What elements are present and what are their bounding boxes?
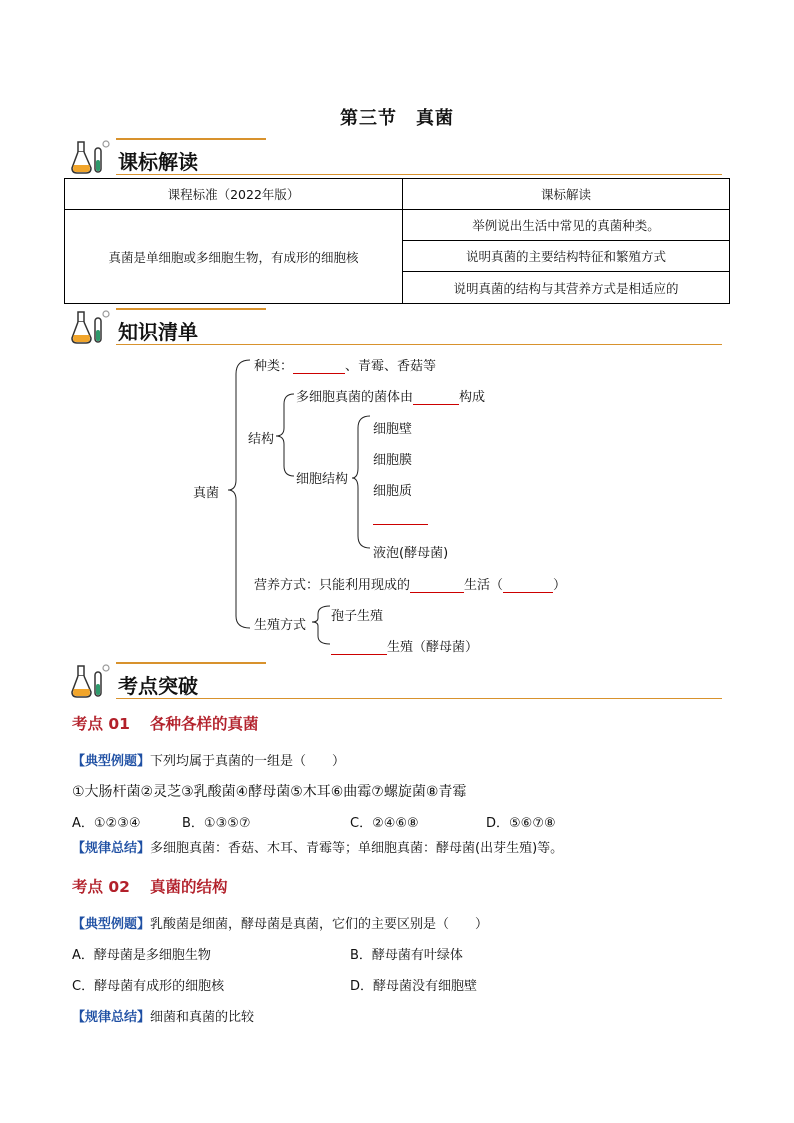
map-cytoplasm: 细胞质 <box>373 484 413 499</box>
budding-blank <box>331 639 387 655</box>
option-a: A．酵母菌是多细胞生物 <box>72 948 211 963</box>
table-header-interpretation: 课标解读 <box>403 179 730 210</box>
kaodian-01-items: ①大肠杆菌②灵芝③乳酸菌④酵母菌⑤木耳⑥曲霉⑦螺旋菌⑧青霉 <box>72 784 467 800</box>
nutrition-suffix: ） <box>553 578 567 593</box>
map-structure: 结构 <box>248 432 275 447</box>
summary-text: 多细胞真菌：香菇、木耳、青霉等；单细胞真菌：酵母菌(出芽生殖)等。 <box>150 841 564 856</box>
kaodian-02-example <box>72 913 488 932</box>
map-kinds <box>254 355 436 374</box>
option-c: C．②④⑥⑧ <box>350 816 419 831</box>
kaodian-01-summary <box>72 837 563 856</box>
option-c: C．酵母菌有成形的细胞核 <box>72 979 225 994</box>
map-cell-structure: 细胞结构 <box>296 472 349 487</box>
kinds-suffix: 、青霉、香菇等 <box>345 359 437 374</box>
table-header-standard: 课程标准（2022年版） <box>65 179 403 210</box>
kaodian-01-heading <box>72 712 259 734</box>
option-b: B．酵母菌有叶绿体 <box>350 948 463 963</box>
standard-cell: 真菌是单细胞或多细胞生物，有成形的细胞核 <box>65 210 403 304</box>
map-nutrition <box>254 574 566 593</box>
interpretation-row: 举例说出生活中常见的真菌种类。 <box>403 210 730 241</box>
interpretation-row: 说明真菌的主要结构特征和繁殖方式 <box>403 241 730 272</box>
kaodian-01-example <box>72 750 345 769</box>
interpretation-row: 说明真菌的结构与其营养方式是相适应的 <box>403 272 730 304</box>
kaodian-02-heading <box>72 875 228 897</box>
map-cell-membrane: 细胞膜 <box>373 453 413 468</box>
page-title: 第三节 真菌 <box>340 108 454 129</box>
flask-icon <box>70 662 114 702</box>
summary-tag: 【规律总结】 <box>72 841 151 856</box>
kaodian-02-summary <box>72 1006 254 1025</box>
option-b: B．①③⑤⑦ <box>182 816 251 831</box>
option-d: D．酵母菌没有细胞壁 <box>350 979 478 994</box>
map-vacuole: 液泡(酵母菌) <box>373 546 449 561</box>
kinds-label: 种类： <box>254 359 294 374</box>
nutrition-mid: 生活（ <box>464 578 504 593</box>
section-title: 考点突破 <box>118 674 198 698</box>
gear-icon <box>103 665 109 671</box>
kaodian-title: 各种各样的真菌 <box>150 715 259 733</box>
kaodian-title: 真菌的结构 <box>150 878 228 896</box>
multicell-suffix: 构成 <box>459 390 486 405</box>
kaodian-number: 考点 01 <box>72 715 130 733</box>
example-tag: 【典型例题】 <box>72 754 151 769</box>
map-spore: 孢子生殖 <box>331 609 384 624</box>
summary-tag: 【规律总结】 <box>72 1010 151 1025</box>
nutrition-blank-1 <box>410 577 464 593</box>
nucleus-blank <box>373 512 428 525</box>
option-d: D．⑤⑥⑦⑧ <box>486 816 556 831</box>
section-title: 知识清单 <box>118 320 198 344</box>
map-cell-wall: 细胞壁 <box>373 422 413 437</box>
budding-suffix: 生殖（酵母菌） <box>387 640 479 655</box>
option-a: A．①②③④ <box>72 816 141 831</box>
map-reproduction: 生殖方式 <box>254 618 307 633</box>
multicell-label: 多细胞真菌的菌体由 <box>296 390 414 405</box>
map-root: 真菌 <box>193 486 220 501</box>
example-text: 乳酸菌是细菌，酵母菌是真菌，它们的主要区别是（ ） <box>150 917 489 932</box>
section-title: 课标解读 <box>118 150 198 174</box>
multicell-blank <box>413 389 459 405</box>
nutrition-blank-2 <box>503 577 553 593</box>
example-tag: 【典型例题】 <box>72 917 151 932</box>
kaodian-number: 考点 02 <box>72 878 130 896</box>
map-multicell <box>296 386 485 405</box>
kinds-blank <box>293 358 345 374</box>
nutrition-label: 营养方式：只能利用现成的 <box>254 578 411 593</box>
section-header-kaodian <box>70 662 722 704</box>
example-text: 下列均属于真菌的一组是（ ） <box>150 754 346 769</box>
map-budding <box>331 636 478 655</box>
summary-text: 细菌和真菌的比较 <box>150 1010 255 1025</box>
